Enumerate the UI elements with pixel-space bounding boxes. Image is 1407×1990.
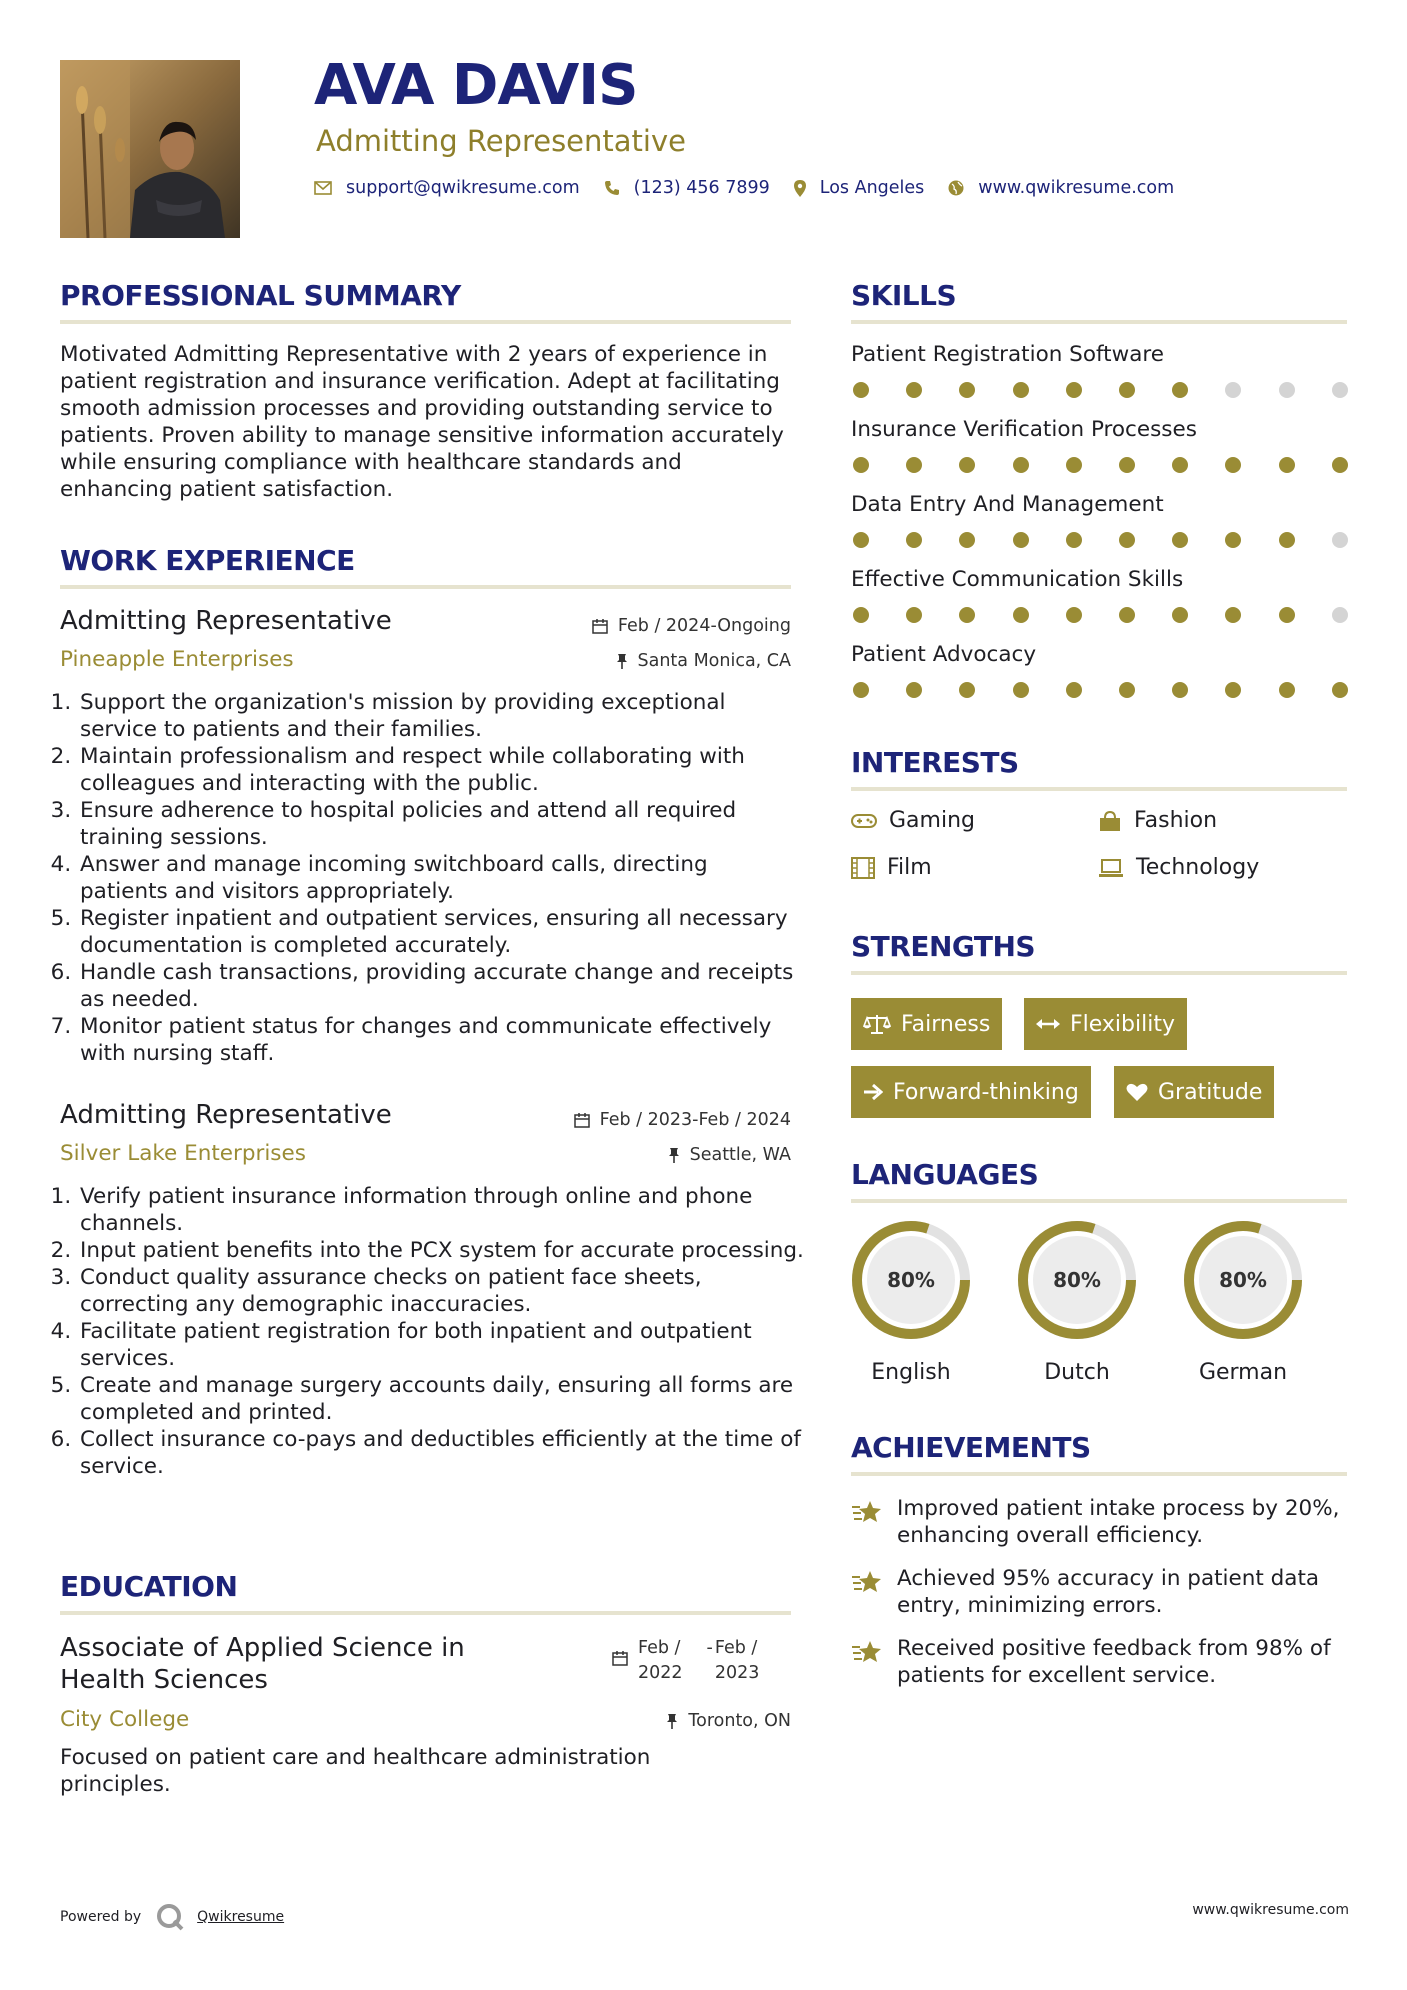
list-item: 5. Create and manage surgery accounts daily, ensuring all forms are completed and printed. bbox=[78, 1372, 813, 1426]
rating-dot-filled bbox=[1332, 457, 1348, 473]
contact-phone[interactable] bbox=[604, 178, 770, 198]
strengths-heading: STRENGTHS bbox=[851, 930, 1036, 963]
language-item bbox=[1181, 1218, 1305, 1385]
rating-dot-filled bbox=[959, 532, 975, 548]
end-year: 2023 bbox=[714, 1663, 760, 1683]
end-month: Feb / bbox=[714, 1638, 758, 1658]
list-item: 3. Ensure adherence to hospital policies and attend all required training sessions. bbox=[78, 797, 798, 851]
experience-heading: WORK EXPERIENCE bbox=[60, 544, 355, 577]
list-item: 5. Register inpatient and outpatient services, ensuring all necessary documentation is completed accurately. bbox=[78, 905, 798, 959]
rating-dot-filled bbox=[906, 457, 922, 473]
experience-divider bbox=[60, 585, 791, 589]
rating-dot-filled bbox=[906, 607, 922, 623]
rating-dot-filled bbox=[1066, 457, 1082, 473]
skill-rating bbox=[853, 682, 1348, 698]
pushpin-icon bbox=[666, 1713, 678, 1729]
language-percent: 80% bbox=[1053, 1268, 1101, 1292]
calendar-icon bbox=[612, 1650, 628, 1666]
start-year: 2022 bbox=[638, 1663, 683, 1683]
calendar-icon bbox=[574, 1112, 590, 1128]
job-location bbox=[616, 651, 792, 671]
education-divider bbox=[60, 1611, 791, 1615]
job-duties bbox=[60, 689, 798, 1067]
education-heading: EDUCATION bbox=[60, 1570, 238, 1603]
job-company: Pineapple Enterprises bbox=[60, 647, 294, 672]
job-duties bbox=[60, 1183, 813, 1480]
arrows-horizontal-icon bbox=[1036, 1017, 1060, 1031]
rating-dot-filled bbox=[1013, 457, 1029, 473]
language-percent: 80% bbox=[1219, 1268, 1267, 1292]
skill-rating bbox=[853, 382, 1348, 398]
balance-scale-icon bbox=[863, 1013, 891, 1035]
degree-line: Health Sciences bbox=[60, 1665, 268, 1695]
skills-divider bbox=[851, 320, 1347, 324]
rating-dot-filled bbox=[1172, 382, 1188, 398]
interest-item bbox=[851, 808, 975, 833]
pushpin-icon bbox=[616, 653, 628, 669]
strength-badge bbox=[851, 998, 1002, 1050]
rating-dot-filled bbox=[906, 682, 922, 698]
rating-dot-filled bbox=[1066, 607, 1082, 623]
degree-title bbox=[60, 1632, 465, 1696]
qwikresume-link[interactable]: Qwikresume bbox=[197, 1909, 285, 1925]
rating-dot-filled bbox=[906, 382, 922, 398]
strength-label: Flexibility bbox=[1070, 1011, 1175, 1037]
footer-powered-by bbox=[60, 1902, 284, 1932]
contact-location bbox=[794, 178, 925, 198]
rating-dot-filled bbox=[1066, 382, 1082, 398]
summary-divider bbox=[60, 320, 791, 324]
location-text: Los Angeles bbox=[819, 178, 925, 198]
interest-label: Fashion bbox=[1134, 808, 1218, 833]
interests-heading: INTERESTS bbox=[851, 746, 1019, 779]
rating-dot-filled bbox=[1013, 382, 1029, 398]
rating-dot-empty bbox=[1225, 382, 1241, 398]
rating-dot-filled bbox=[1119, 532, 1135, 548]
rating-dot-filled bbox=[906, 532, 922, 548]
candidate-role: Admitting Representative bbox=[316, 124, 686, 158]
rating-dot-filled bbox=[1225, 532, 1241, 548]
interest-label: Gaming bbox=[889, 808, 975, 833]
rating-dot-empty bbox=[1332, 382, 1348, 398]
strength-badge bbox=[1024, 998, 1187, 1050]
rating-dot-filled bbox=[1279, 457, 1295, 473]
interest-label: Film bbox=[887, 855, 932, 880]
rating-dot-filled bbox=[1279, 532, 1295, 548]
list-item: 4. Answer and manage incoming switchboard calls, directing patients and visitors appropriately. bbox=[78, 851, 798, 905]
skill-name: Patient Advocacy bbox=[851, 642, 1037, 667]
job-title: Admitting Representative bbox=[60, 1100, 392, 1130]
gamepad-icon bbox=[851, 813, 877, 829]
achievement-item bbox=[851, 1635, 1351, 1689]
rating-dot-filled bbox=[1279, 607, 1295, 623]
rating-dot-filled bbox=[1119, 607, 1135, 623]
interest-item bbox=[1098, 808, 1217, 833]
rating-dot-filled bbox=[1172, 532, 1188, 548]
rating-dot-filled bbox=[1013, 532, 1029, 548]
summary-text: Motivated Admitting Representative with 2 years of experience in patient registration and insurance verification. Adept at facilitating smooth admission processes and providing outstanding service to patients. Proven ability to manage sensitive information accurately while ensuring compliance with healthcare standards and enhancing patient satisfaction. bbox=[60, 342, 784, 502]
achievement-text: Received positive feedback from 98% of patients for excellent service. bbox=[897, 1636, 1331, 1688]
candidate-name: AVA DAVIS bbox=[314, 53, 638, 118]
language-name: Dutch bbox=[1044, 1360, 1110, 1385]
interest-item bbox=[1098, 855, 1259, 880]
interest-item bbox=[851, 855, 932, 880]
qwikresume-logo-icon bbox=[155, 1902, 185, 1932]
rating-dot-filled bbox=[853, 382, 869, 398]
education-dates bbox=[612, 1636, 759, 1686]
rating-dot-filled bbox=[1172, 682, 1188, 698]
rating-dot-empty bbox=[1279, 382, 1295, 398]
rating-dot-filled bbox=[1172, 607, 1188, 623]
achievement-item bbox=[851, 1495, 1351, 1549]
job-dates bbox=[592, 616, 791, 636]
email-text: support@qwikresume.com bbox=[346, 178, 580, 198]
list-item: 2. Input patient benefits into the PCX system for accurate processing. bbox=[78, 1237, 813, 1264]
rating-dot-filled bbox=[959, 607, 975, 623]
language-name: German bbox=[1198, 1360, 1288, 1385]
achievements-heading: ACHIEVEMENTS bbox=[851, 1431, 1091, 1464]
languages-divider bbox=[851, 1199, 1347, 1203]
achievement-item bbox=[851, 1565, 1351, 1619]
rating-dot-filled bbox=[1225, 457, 1241, 473]
start-month: Feb / bbox=[638, 1638, 681, 1658]
contact-website[interactable] bbox=[948, 178, 1174, 198]
rating-dot-empty bbox=[1332, 532, 1348, 548]
strength-label: Gratitude bbox=[1158, 1079, 1263, 1105]
rating-dot-filled bbox=[853, 607, 869, 623]
rating-dot-filled bbox=[853, 532, 869, 548]
skill-name: Insurance Verification Processes bbox=[851, 417, 1197, 442]
school-name: City College bbox=[60, 1707, 190, 1732]
list-item: 6. Handle cash transactions, providing accurate change and receipts as needed. bbox=[78, 959, 798, 1013]
job-location-text: Seattle, WA bbox=[689, 1145, 791, 1165]
end-date bbox=[715, 1636, 760, 1686]
website-text: www.qwikresume.com bbox=[978, 178, 1175, 198]
map-pin-icon bbox=[794, 180, 806, 197]
profile-photo bbox=[60, 60, 240, 238]
summary-heading: PROFESSIONAL SUMMARY bbox=[60, 279, 461, 312]
skill-name: Effective Communication Skills bbox=[851, 567, 1184, 592]
rating-dot-filled bbox=[1119, 682, 1135, 698]
rating-dot-filled bbox=[853, 457, 869, 473]
rating-dot-filled bbox=[1119, 382, 1135, 398]
rating-dot-filled bbox=[1225, 682, 1241, 698]
rating-dot-filled bbox=[959, 382, 975, 398]
start-date bbox=[638, 1636, 683, 1686]
envelope-icon bbox=[314, 181, 332, 195]
degree-line: Associate of Applied Science in bbox=[60, 1633, 465, 1663]
phone-text: (123) 456 7899 bbox=[633, 178, 770, 198]
rating-dot-filled bbox=[1119, 457, 1135, 473]
achievements-divider bbox=[851, 1472, 1347, 1476]
list-item: 1. Support the organization's mission by providing exceptional service to patients and their families. bbox=[78, 689, 798, 743]
list-item: 2. Maintain professionalism and respect while collaborating with colleagues and interacting with the public. bbox=[78, 743, 798, 797]
skills-heading: SKILLS bbox=[851, 279, 957, 312]
rating-dot-filled bbox=[1332, 682, 1348, 698]
skill-name: Patient Registration Software bbox=[851, 342, 1164, 367]
rating-dot-filled bbox=[1172, 457, 1188, 473]
job-company: Silver Lake Enterprises bbox=[60, 1141, 306, 1166]
achievement-text: Improved patient intake process by 20%, enhancing overall efficiency. bbox=[897, 1496, 1340, 1548]
skill-name: Data Entry And Management bbox=[851, 492, 1164, 517]
education-description: Focused on patient care and healthcare administration principles. bbox=[60, 1745, 651, 1797]
rating-dot-filled bbox=[1013, 607, 1029, 623]
job-dates-text: Feb / 2024-Ongoing bbox=[617, 616, 791, 636]
rating-dot-filled bbox=[1066, 682, 1082, 698]
powered-by-text: Powered by bbox=[60, 1909, 142, 1925]
achievement-text: Achieved 95% accuracy in patient data entry, minimizing errors. bbox=[897, 1566, 1320, 1618]
list-item: 4. Facilitate patient registration for both inpatient and outpatient services. bbox=[78, 1318, 813, 1372]
language-percent: 80% bbox=[887, 1268, 935, 1292]
job-location-text: Santa Monica, CA bbox=[637, 651, 791, 671]
shopping-bag-icon bbox=[1098, 810, 1122, 832]
rating-dot-filled bbox=[853, 682, 869, 698]
language-item bbox=[849, 1218, 973, 1385]
list-item: 7. Monitor patient status for changes and communicate effectively with nursing staff. bbox=[78, 1013, 798, 1067]
skill-rating bbox=[853, 532, 1348, 548]
rating-dot-filled bbox=[959, 457, 975, 473]
rating-dot-filled bbox=[959, 682, 975, 698]
star-award-icon bbox=[851, 1569, 883, 1595]
strength-badge bbox=[851, 1066, 1091, 1118]
rating-dot-filled bbox=[1066, 532, 1082, 548]
strength-badge bbox=[1114, 1066, 1274, 1118]
job-dates bbox=[574, 1110, 791, 1130]
rating-dot-filled bbox=[1013, 682, 1029, 698]
language-name: English bbox=[871, 1360, 951, 1385]
rating-dot-filled bbox=[1279, 682, 1295, 698]
star-award-icon bbox=[851, 1499, 883, 1525]
calendar-icon bbox=[592, 618, 608, 634]
strengths-divider bbox=[851, 971, 1347, 975]
footer-website[interactable]: www.qwikresume.com bbox=[1192, 1902, 1349, 1918]
list-item: 6. Collect insurance co-pays and deductibles efficiently at the time of service. bbox=[78, 1426, 813, 1480]
skill-rating bbox=[853, 457, 1348, 473]
job-location bbox=[668, 1145, 791, 1165]
pushpin-icon bbox=[668, 1147, 680, 1163]
laptop-icon bbox=[1098, 858, 1124, 878]
heart-icon bbox=[1126, 1082, 1148, 1102]
star-award-icon bbox=[851, 1639, 883, 1665]
languages-heading: LANGUAGES bbox=[851, 1158, 1039, 1191]
job-dates-text: Feb / 2023-Feb / 2024 bbox=[599, 1110, 791, 1130]
phone-icon bbox=[604, 180, 620, 196]
skill-rating bbox=[853, 607, 1348, 623]
contact-bar bbox=[314, 178, 1198, 198]
education-location-text: Toronto, ON bbox=[688, 1711, 791, 1731]
interest-label: Technology bbox=[1136, 855, 1260, 880]
language-item bbox=[1015, 1218, 1139, 1385]
list-item: 3. Conduct quality assurance checks on patient face sheets, correcting any demographic inaccuracies. bbox=[78, 1264, 813, 1318]
film-icon bbox=[851, 857, 875, 879]
strength-label: Forward-thinking bbox=[893, 1079, 1079, 1105]
rating-dot-empty bbox=[1332, 607, 1348, 623]
strength-label: Fairness bbox=[901, 1011, 991, 1037]
globe-icon bbox=[948, 180, 964, 196]
arrow-right-icon bbox=[863, 1083, 883, 1101]
rating-dot-filled bbox=[1225, 607, 1241, 623]
contact-email[interactable] bbox=[314, 178, 580, 198]
education-location bbox=[666, 1711, 791, 1731]
interests-divider bbox=[851, 787, 1347, 791]
date-dash: - bbox=[706, 1638, 713, 1658]
list-item: 1. Verify patient insurance information through online and phone channels. bbox=[78, 1183, 813, 1237]
job-title: Admitting Representative bbox=[60, 606, 392, 636]
